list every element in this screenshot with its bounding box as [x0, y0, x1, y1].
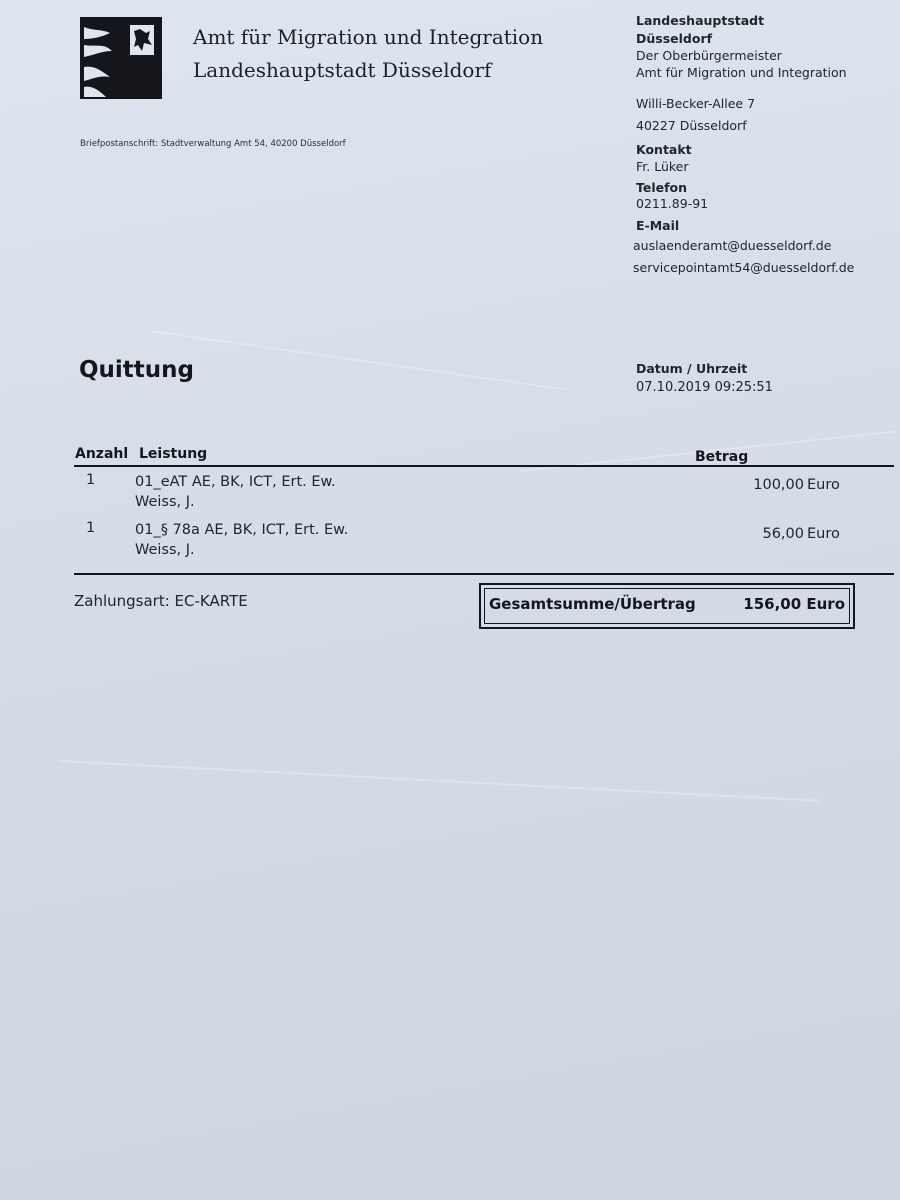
- email-address: auslaenderamt@duesseldorf.de: [633, 238, 832, 253]
- total-label: Gesamtsumme/Übertrag: [489, 595, 696, 613]
- email-label: E-Mail: [636, 218, 680, 233]
- phone-label: Telefon: [636, 180, 688, 195]
- row-qty: 1: [86, 520, 96, 536]
- column-header-service: Leistung: [139, 446, 208, 462]
- row-qty: 1: [86, 472, 96, 488]
- total-value: 156,00 Euro: [743, 595, 845, 613]
- table-footer-rule: [74, 573, 894, 575]
- row-currency: Euro: [807, 477, 840, 493]
- office-line: Amt für Migration und Integration: [636, 65, 847, 80]
- city-logo: [80, 17, 162, 99]
- city-name-line1: Landeshauptstadt: [636, 13, 765, 28]
- postal-address: Briefpostanschrift: Stadtverwaltung Amt 54, 40200 Düsseldorf: [80, 139, 346, 149]
- paper-crease: [150, 330, 566, 390]
- datetime-label: Datum / Uhrzeit: [636, 361, 748, 376]
- org-city: Landeshauptstadt Düsseldorf: [193, 58, 492, 82]
- org-name: Amt für Migration und Integration: [193, 25, 544, 49]
- row-currency: Euro: [807, 526, 840, 542]
- total-box: [479, 583, 855, 629]
- column-header-qty: Anzahl: [75, 446, 129, 462]
- row-amount: 100,00: [753, 477, 804, 493]
- mayor-line: Der Oberbürgermeister: [636, 48, 782, 63]
- paper-crease: [60, 760, 819, 802]
- document-title: Quittung: [79, 357, 195, 383]
- row-service-name: Weiss, J.: [135, 494, 195, 510]
- phone-number: 0211.89-91: [636, 196, 709, 211]
- payment-method: Zahlungsart: EC-KARTE: [74, 592, 248, 610]
- table-header-rule: [74, 465, 894, 467]
- contact-name: Fr. Lüker: [636, 159, 689, 174]
- row-service: 01_eAT AE, BK, ICT, Ert. Ew.: [135, 474, 336, 490]
- row-amount: 56,00: [762, 526, 804, 542]
- row-service-name: Weiss, J.: [135, 542, 195, 558]
- city-name-line2: Düsseldorf: [636, 31, 713, 46]
- datetime-value: 07.10.2019 09:25:51: [636, 380, 773, 395]
- zip-city: 40227 Düsseldorf: [636, 118, 747, 133]
- street-address: Willi-Becker-Allee 7: [636, 96, 756, 111]
- email-address: servicepointamt54@duesseldorf.de: [633, 260, 855, 275]
- row-service: 01_§ 78a AE, BK, ICT, Ert. Ew.: [135, 522, 349, 538]
- contact-label: Kontakt: [636, 142, 692, 157]
- column-header-amount: Betrag: [695, 449, 749, 465]
